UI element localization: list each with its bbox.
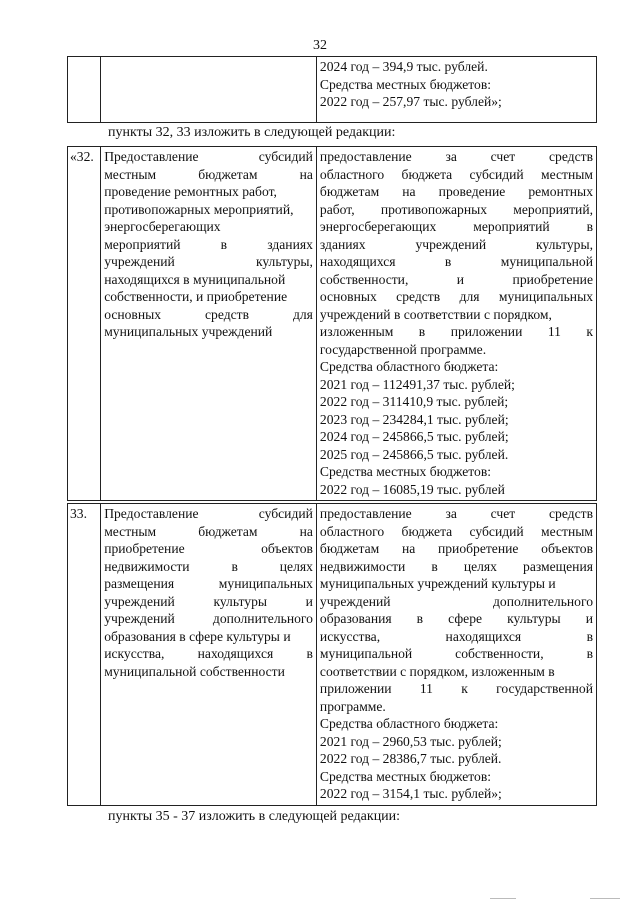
description-line: бюджетам на проведение ремонтных <box>319 184 593 199</box>
description-line: государственной программе. <box>319 341 487 357</box>
description-line: образования в сфере культуры и <box>319 611 593 626</box>
description-line: муниципальных учреждений культуры и <box>319 576 556 591</box>
item-description-cell <box>316 147 596 501</box>
description-line: учреждений дополнительного <box>319 593 593 609</box>
description-line: бюджетам на приобретение объектов <box>319 541 593 556</box>
name-line: местным бюджетам на <box>104 523 313 539</box>
name-line: энергосберегающих <box>104 219 221 234</box>
program-table-item-32 <box>67 146 597 501</box>
name-line: основных средств для <box>104 306 313 322</box>
name-line: находящихся в муниципальной <box>104 271 286 287</box>
description-line: программе. <box>319 698 386 714</box>
name-line: муниципальных учреждений <box>104 324 273 339</box>
description-line: предоставление за счет средств <box>319 149 593 164</box>
funding-line: Средства местных бюджетов: <box>319 76 492 92</box>
continued-table <box>67 56 597 123</box>
funding-line: 2022 год – 28386,7 тыс. рублей. <box>319 751 502 766</box>
page-number: 32 <box>313 38 327 53</box>
funding-line: 2025 год – 245866,5 тыс. рублей. <box>319 446 509 462</box>
table-row <box>68 504 597 806</box>
name-line: муниципальной собственности <box>104 663 285 679</box>
amendment-instruction: пункты 32, 33 изложить в следующей редакции: <box>108 125 396 140</box>
number-cell <box>68 57 101 123</box>
item-description-cell <box>316 504 596 806</box>
description-line: областного бюджета субсидий местным <box>319 166 593 182</box>
item-name-cell <box>101 504 317 806</box>
funding-line: 2023 год – 234284,1 тыс. рублей; <box>319 411 509 427</box>
description-line: предоставление за счет средств <box>319 506 593 521</box>
funding-line: 2022 год – 311410,9 тыс. рублей; <box>319 394 509 409</box>
description-line: собственности, и приобретение <box>319 271 593 287</box>
name-line: приобретение объектов <box>104 541 313 556</box>
funding-line: 2022 год – 16085,19 тыс. рублей <box>319 481 505 497</box>
description-line: находящихся в муниципальной <box>319 254 593 269</box>
description-line: учреждений в соответствии с порядком, <box>319 306 552 322</box>
amendment-instruction: пункты 35 - 37 изложить в следующей редакции: <box>108 809 401 824</box>
description-line: соответствии с порядком, изложенным в <box>319 663 555 679</box>
name-line: проведение ремонтных работ, <box>104 184 277 199</box>
name-line: учреждений дополнительного <box>104 611 313 626</box>
name-line: противопожарных мероприятий, <box>104 201 294 217</box>
description-line: недвижимости в целях размещения <box>319 558 593 574</box>
name-line: учреждений культуры и <box>104 593 313 609</box>
funding-line: Средства местных бюджетов: <box>319 464 492 479</box>
description-line: работ, противопожарных мероприятий, <box>319 201 593 217</box>
description-cell <box>316 57 596 123</box>
name-line: искусства, находящихся в <box>104 646 313 661</box>
name-line: собственности, и приобретение <box>104 289 288 304</box>
name-cell <box>101 57 317 123</box>
description-line: муниципальной собственности, в <box>319 646 593 661</box>
funding-line: 2022 год – 3154,1 тыс. рублей»; <box>319 786 502 801</box>
funding-line: Средства местных бюджетов: <box>319 768 492 784</box>
scan-mark <box>490 898 516 899</box>
name-line: размещения муниципальных <box>104 576 313 591</box>
description-line: приложении 11 к государственной <box>319 681 593 696</box>
name-line: учреждений культуры, <box>104 254 313 269</box>
name-line: образования в сфере культуры и <box>104 628 291 644</box>
description-line: энергосберегающих мероприятий в <box>319 219 593 234</box>
funding-line: 2024 год – 245866,5 тыс. рублей; <box>319 429 509 444</box>
funding-line: Средства областного бюджета: <box>319 359 499 374</box>
table-row <box>68 147 597 501</box>
description-line: изложенным в приложении 11 к <box>319 324 593 339</box>
funding-line: Средства областного бюджета: <box>319 716 499 731</box>
name-line: Предоставление субсидий <box>104 149 313 164</box>
funding-line: 2021 год – 112491,37 тыс. рублей; <box>319 376 515 392</box>
program-table-item-33 <box>67 503 597 806</box>
scan-mark <box>590 898 620 899</box>
description-line: искусства, находящихся в <box>319 628 593 644</box>
item-number: 33. <box>68 504 101 806</box>
funding-line: 2024 год – 394,9 тыс. рублей. <box>319 59 488 74</box>
funding-line: 2022 год – 257,97 тыс. рублей»; <box>319 94 502 109</box>
description-line: областного бюджета субсидий местным <box>319 523 593 539</box>
name-line: мероприятий в зданиях <box>104 236 313 252</box>
description-line: зданиях учреждений культуры, <box>319 236 593 252</box>
name-line: недвижимости в целях <box>104 558 313 574</box>
description-line: основных средств для муниципальных <box>319 289 593 304</box>
funding-line: 2021 год – 2960,53 тыс. рублей; <box>319 733 502 749</box>
name-line: местным бюджетам на <box>104 166 313 182</box>
item-number: «32. <box>68 147 101 501</box>
name-line: Предоставление субсидий <box>104 506 313 521</box>
item-name-cell <box>101 147 317 501</box>
table-row <box>68 57 597 123</box>
